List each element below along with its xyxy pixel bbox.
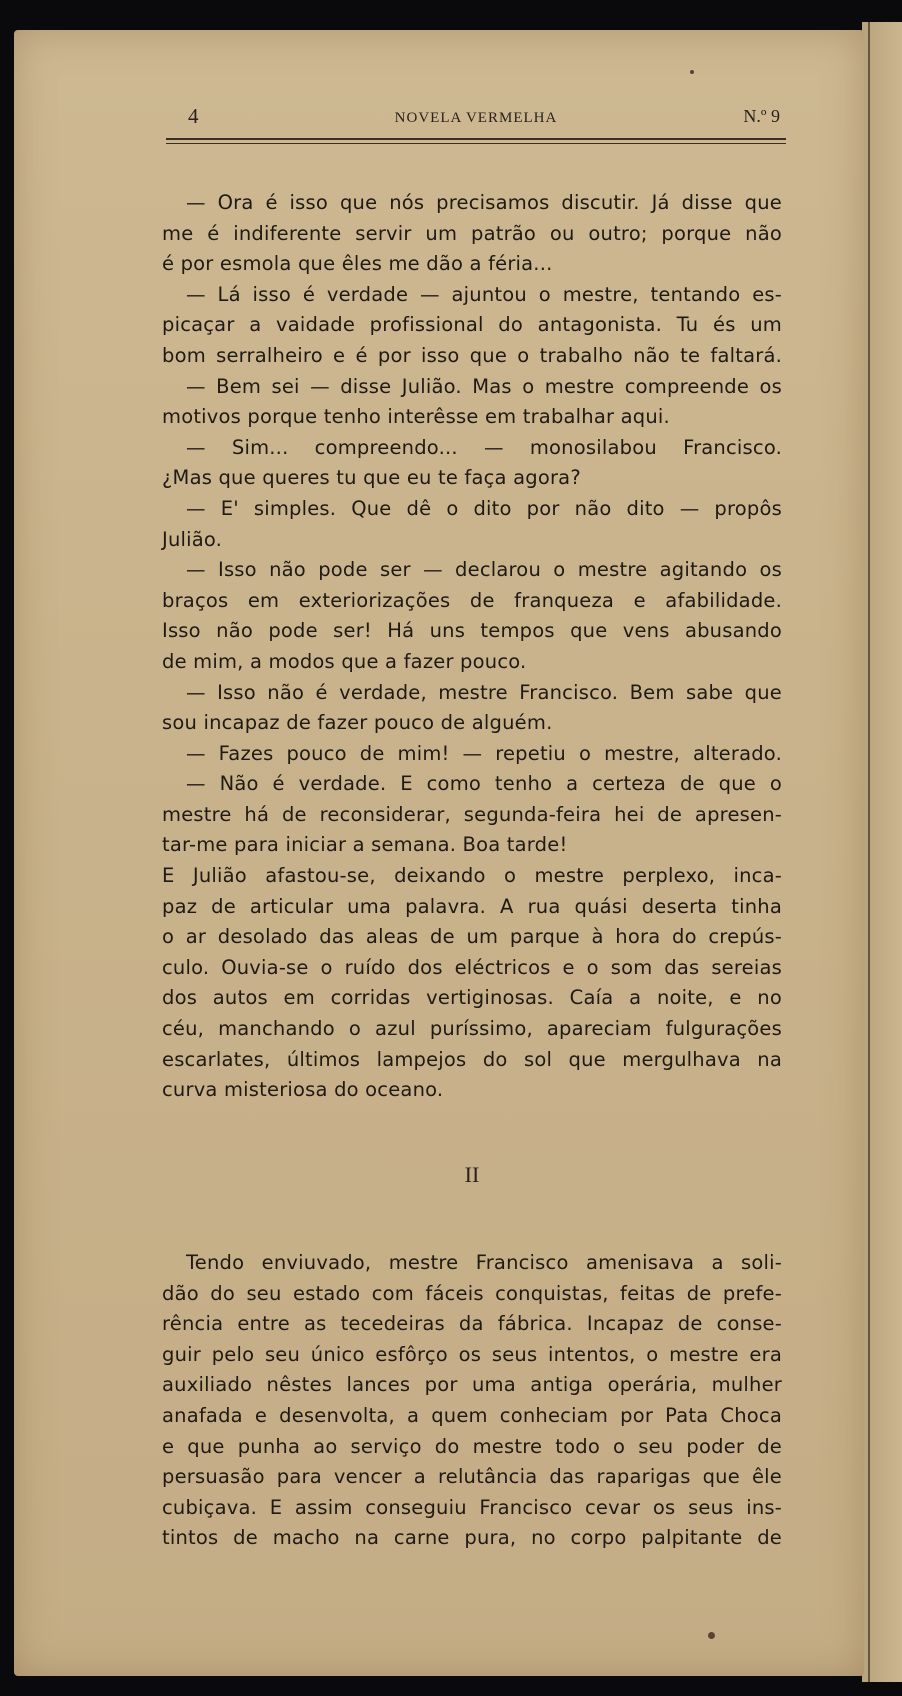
text-line: de mim, a modos que a fazer pouco.	[162, 649, 527, 673]
paper-stain	[708, 1632, 715, 1639]
page-number: 4	[188, 104, 199, 128]
text-line: — Isso não pode ser — declarou o mestre agitando os	[186, 558, 782, 582]
text-line: E Julião afastou-se, deixando o mestre perplexo, inca-	[162, 864, 782, 888]
text-line: cubiçava. E assim conseguiu Francisco cevar os seus ins-	[162, 1495, 782, 1519]
text-line: tintos de macho na carne pura, no corpo palpitante de	[162, 1526, 782, 1550]
chapter-body-part-1	[162, 188, 782, 1106]
text-line: e que punha ao serviço do mestre todo o seu poder de	[162, 1434, 782, 1458]
text-line: paz de articular uma palavra. A rua quási deserta tinha	[162, 894, 782, 918]
text-line: — Lá isso é verdade — ajuntou o mestre, tentando es-	[186, 282, 782, 306]
text-line: anafada e desenvolta, a quem conheciam por Pata Choca	[162, 1403, 782, 1427]
text-line: mestre há de reconsiderar, segunda-feira hei de apresen-	[162, 802, 782, 826]
text-line: sou incapaz de fazer pouco de alguém.	[162, 711, 553, 735]
text-line: tar-me para iniciar a semana. Boa tarde!	[162, 833, 568, 857]
page-binding-line	[868, 22, 870, 1682]
paper-stain	[690, 70, 694, 74]
text-line: dos autos em corridas vertiginosas. Caía a noite, e no	[162, 986, 782, 1010]
text-line: me é indiferente servir um patrão ou outro; porque não	[162, 221, 782, 245]
text-line: bom serralheiro e é por isso que o trabalho não te faltará.	[162, 343, 782, 367]
text-line: — E' simples. Que dê o dito por não dito — propôs	[186, 496, 782, 520]
text-line: — Não é verdade. E como tenho a certeza de que o	[186, 772, 782, 796]
text-line: — Fazes pouco de mim! — repetiu o mestre, alterado.	[186, 741, 782, 765]
issue-number: N.º 9	[743, 106, 780, 126]
text-line: — Ora é isso que nós precisamos discutir. Já disse que	[186, 191, 782, 214]
text-line: — Bem sei — disse Julião. Mas o mestre compreende os	[186, 374, 782, 398]
text-line: Isso não pode ser! Há uns tempos que vens abusando	[162, 619, 782, 643]
text-line: guir pelo seu único esfôrço os seus intentos, o mestre era	[162, 1342, 782, 1366]
chapter-body-part-2	[162, 1248, 782, 1554]
section-heading: II	[464, 1162, 480, 1187]
adjacent-page-edge	[862, 22, 902, 1682]
text-line: motivos porque tenho interêsse em trabalhar aqui.	[162, 405, 670, 429]
text-line: — Isso não é verdade, mestre Francisco. Bem sabe que	[186, 680, 782, 704]
running-header	[166, 104, 786, 134]
text-line: curva misteriosa do oceano.	[162, 1078, 444, 1102]
publication-title: NOVELA VERMELHA	[394, 110, 558, 126]
text-line: — Sim... compreendo... — monosilabou Francisco.	[186, 435, 782, 459]
text-line: picaçar a vaidade profissional do antagonista. Tu és um	[162, 313, 782, 337]
text-line: o ar desolado das aleas de um parque à hora do crepús-	[162, 925, 782, 949]
text-line: auxiliado nêstes lances por uma antiga operária, mulher	[162, 1373, 782, 1397]
text-line: Tendo enviuvado, mestre Francisco amenisava a soli-	[186, 1251, 782, 1274]
text-line: é por esmola que êles me dão a féria...	[162, 252, 553, 276]
text-line: persuasão para vencer a relutância das raparigas que êle	[162, 1465, 782, 1489]
header-rule-thick	[166, 138, 786, 140]
text-line: céu, manchando o azul puríssimo, apareciam fulgurações	[162, 1017, 782, 1041]
text-line: culo. Ouvia-se o ruído dos eléctricos e o som das sereias	[162, 955, 782, 979]
text-line: Julião.	[162, 527, 223, 551]
text-line: dão do seu estado com fáceis conquistas, feitas de prefe-	[162, 1281, 782, 1305]
text-line: braços em exteriorizações de franqueza e afabilidade.	[162, 588, 782, 612]
text-line: rência entre as tecedeiras da fábrica. Incapaz de conse-	[162, 1312, 782, 1336]
header-rule-thin	[166, 143, 786, 144]
text-line: ¿Mas que queres tu que eu te faça agora?	[162, 466, 581, 490]
text-line: escarlates, últimos lampejos do sol que mergulhava na	[162, 1047, 782, 1071]
